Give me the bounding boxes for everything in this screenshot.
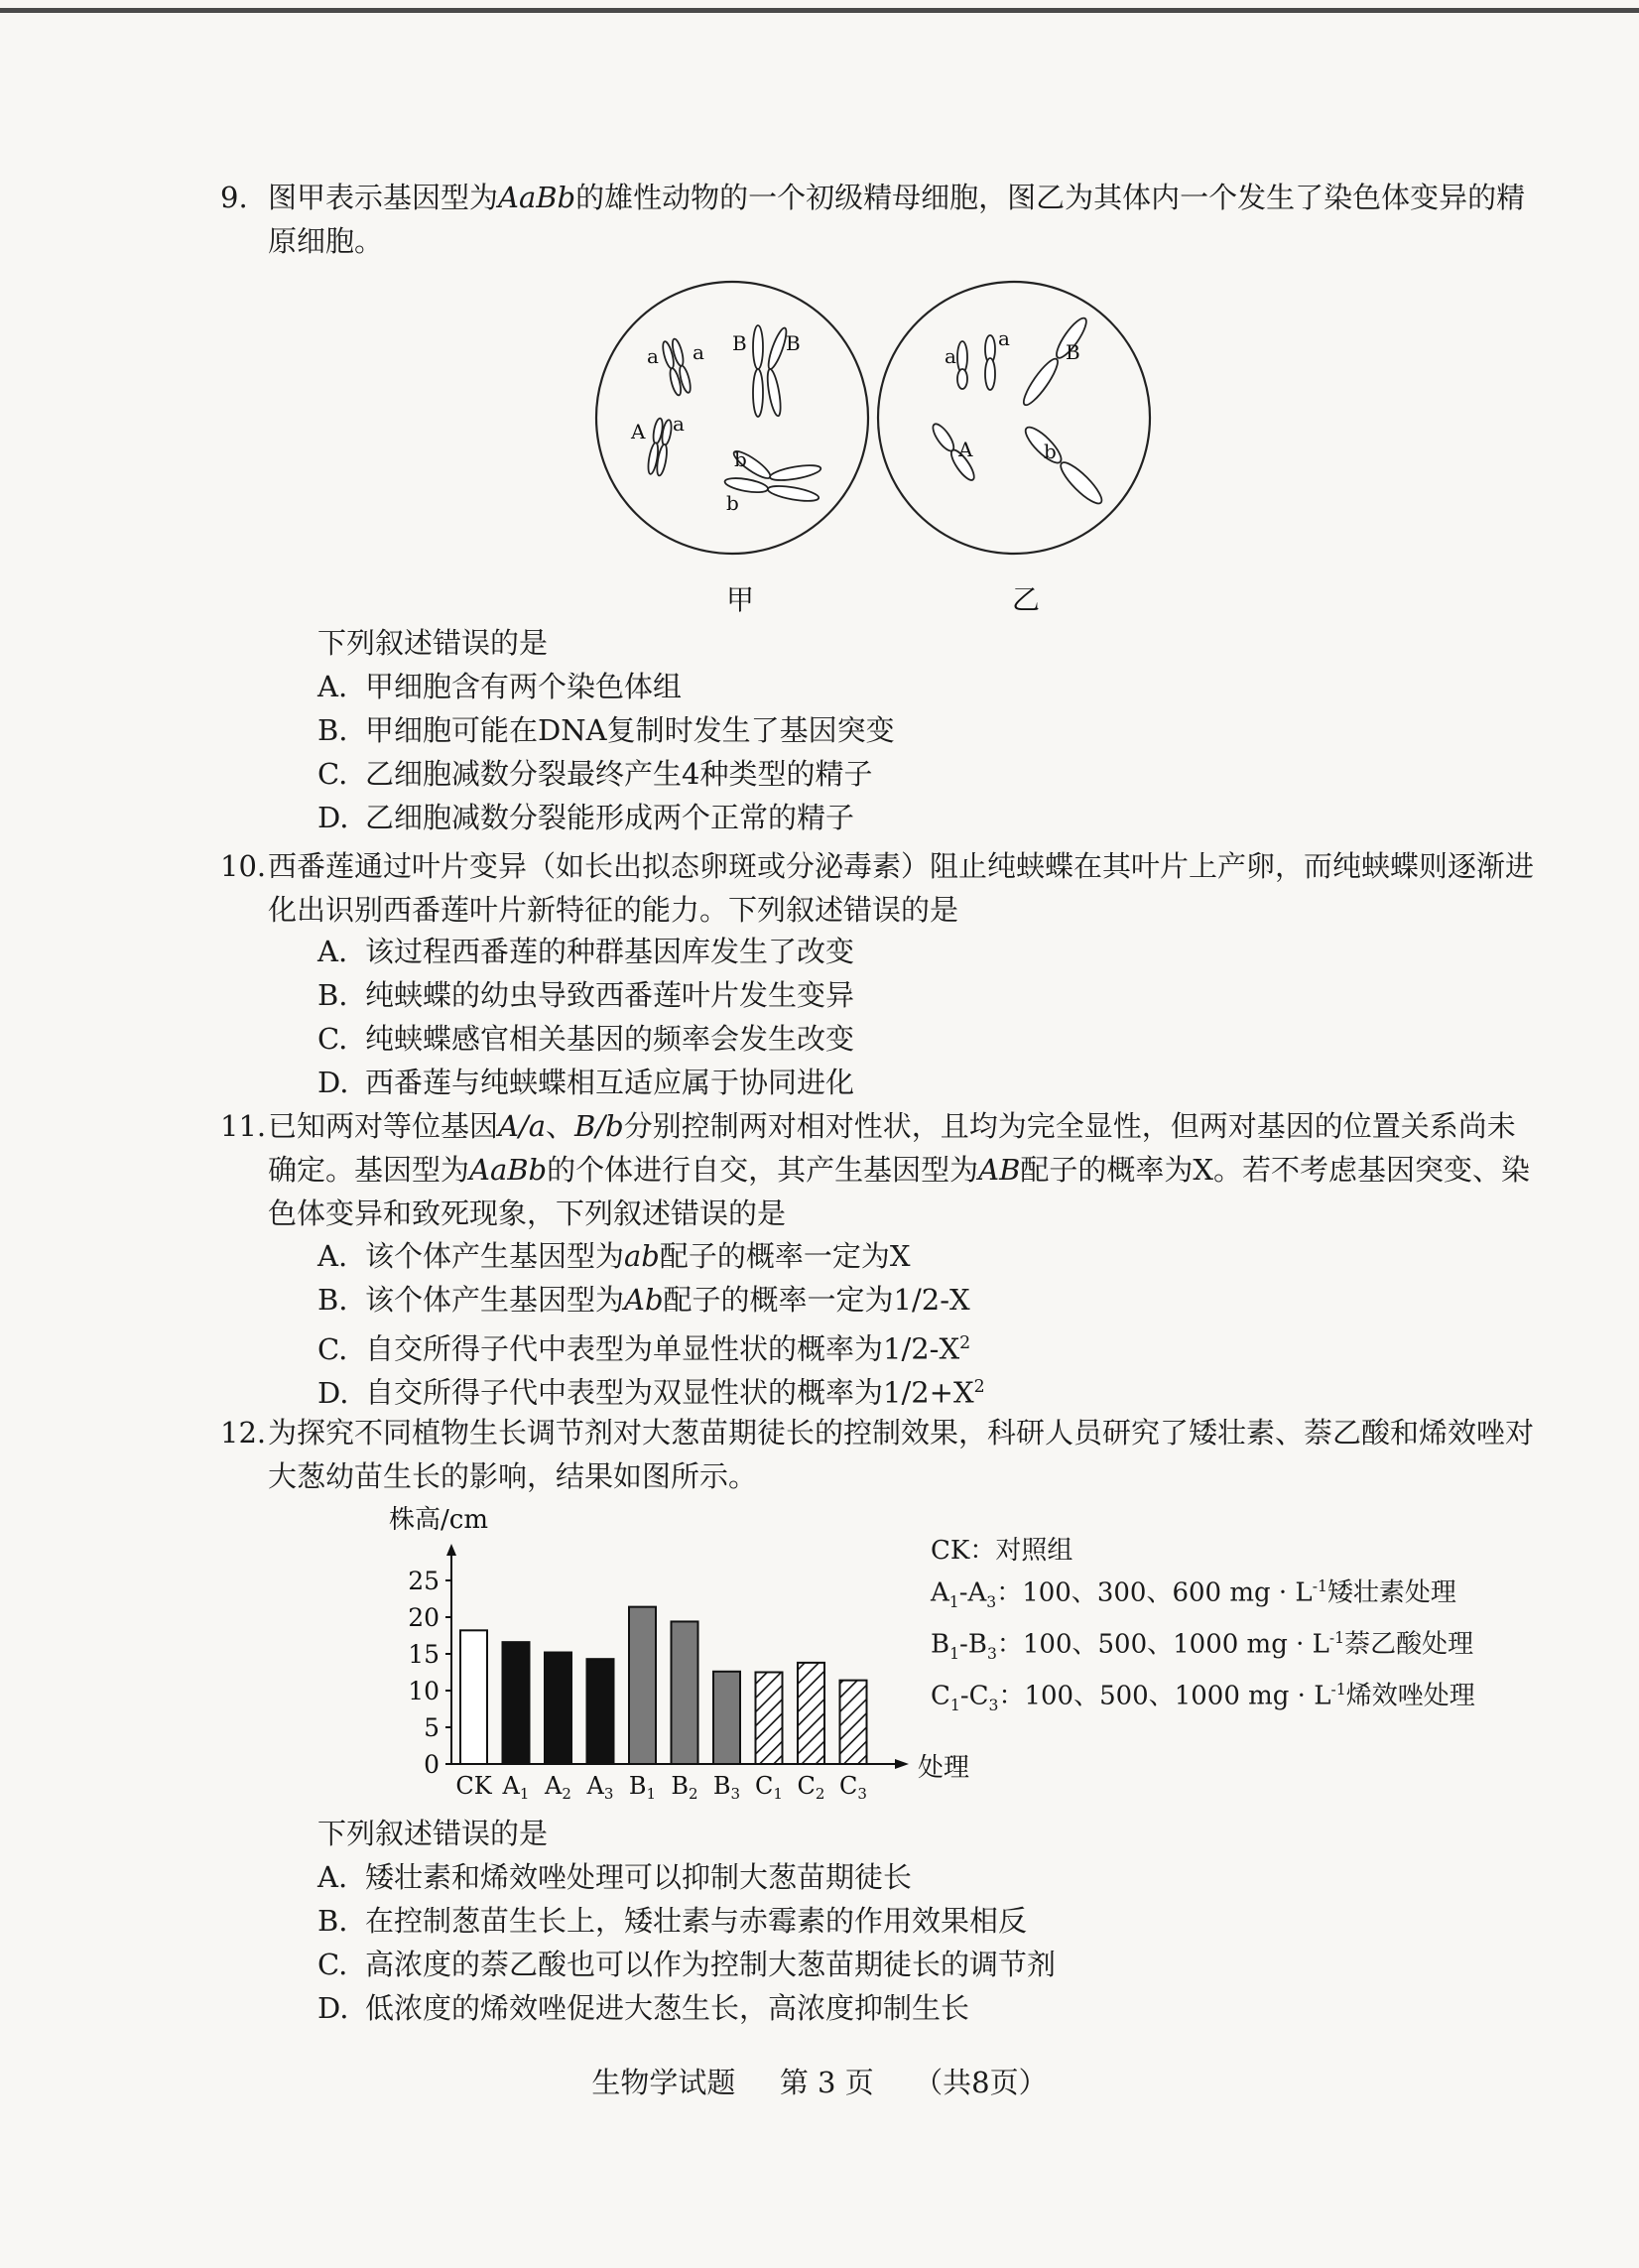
question-9 <box>220 176 1538 263</box>
legend-c <box>931 1672 1475 1723</box>
bar <box>756 1673 783 1765</box>
option-text: 乙细胞减数分裂能形成两个正常的精子 <box>365 801 855 834</box>
question-number: 9. <box>220 181 248 214</box>
option-d <box>317 1061 854 1104</box>
option-c <box>317 1943 1056 1986</box>
option-d <box>317 1986 969 2030</box>
gene-label-a-upper: A <box>631 420 646 443</box>
option-text: 在控制葱苗生长上，矮壮素与赤霉素的作用效果相反 <box>365 1904 1028 1938</box>
option-label: B. <box>317 713 348 747</box>
option-a <box>317 665 682 708</box>
question-stem: 下列叙述错误的是 <box>317 1817 549 1850</box>
legend-text: ：100、300、600 mg · L <box>996 1577 1313 1608</box>
gene-label-a-upper: A <box>958 438 973 461</box>
legend-text: B <box>931 1629 950 1660</box>
plant-height-bar-chart <box>377 1500 970 1818</box>
superscript: 2 <box>973 1377 985 1397</box>
bar <box>503 1642 530 1764</box>
x-tick-label: $C_2$ <box>797 1772 825 1803</box>
question-text-part: 分别控制两对相对性状，且均为完全显性，但两对基因的位置关系尚未确定。基因型为 <box>268 1109 1516 1187</box>
option-text: 纯蛱蝶的幼虫导致西番莲叶片发生变异 <box>365 978 855 1012</box>
option-label: A. <box>317 1860 348 1894</box>
y-tick-label: 10 <box>408 1677 440 1705</box>
bar <box>840 1681 867 1764</box>
genotype: ab <box>624 1239 660 1273</box>
x-tick-label: CK <box>455 1772 492 1800</box>
option-text: 自交所得子代中表型为双显性状的概率为1/2+X <box>365 1375 974 1410</box>
genotype: Ab <box>624 1283 664 1317</box>
page-footer <box>0 2061 1639 2101</box>
genotype: AaBb <box>498 181 576 214</box>
option-label: D. <box>317 1375 349 1410</box>
legend-b <box>931 1620 1475 1672</box>
x-axis-arrow-icon <box>895 1759 909 1769</box>
gene-symbol: B/b <box>574 1109 624 1143</box>
option-d <box>317 1365 985 1415</box>
y-tick-label: 5 <box>424 1713 440 1742</box>
question-number: 12. <box>220 1416 267 1449</box>
question-number: 11. <box>220 1109 267 1143</box>
question-text-part: 的雄性动物的一个初级精母细胞，图乙为其体内一个发生了染色体变异的精原细胞。 <box>268 181 1526 258</box>
option-label: C. <box>317 1948 348 1981</box>
question-text-part: 、 <box>546 1109 575 1143</box>
option-label: A. <box>317 935 348 968</box>
question-text <box>268 176 1538 263</box>
option-c <box>317 1017 854 1061</box>
question-text-part: 配子的概率为X。若不考虑基因突变、染色体变异和致死现象，下列叙述错误的是 <box>268 1153 1531 1230</box>
question-10 <box>220 844 1538 932</box>
bar <box>629 1607 656 1764</box>
gene-label-a: a <box>647 344 659 368</box>
question-12 <box>220 1411 1538 1498</box>
bar <box>798 1663 824 1764</box>
bar <box>713 1672 740 1764</box>
option-label: B. <box>317 1283 348 1317</box>
y-tick-label: 20 <box>408 1603 440 1632</box>
legend-text: 萘乙酸处理 <box>1344 1629 1474 1660</box>
option-text: 该个体产生基因型为 <box>365 1239 625 1273</box>
question-text-part: 图甲表示基因型为 <box>268 181 499 214</box>
legend-text: 烯效唑处理 <box>1345 1681 1475 1711</box>
x-tick-label: $C_1$ <box>755 1772 783 1803</box>
gene-symbol: A/a <box>498 1109 547 1143</box>
x-tick-label: $B_3$ <box>712 1772 741 1803</box>
option-text: 配子的概率一定为1/2-X <box>663 1283 970 1317</box>
option-d <box>317 796 854 839</box>
option-label: A. <box>317 670 348 703</box>
figure-caption-yi: 乙 <box>1012 583 1041 616</box>
option-label: B. <box>317 1904 348 1938</box>
genotype: AaBb <box>469 1153 548 1187</box>
legend-text: ：100、500、1000 mg · L <box>998 1681 1331 1711</box>
question-text <box>268 1104 1538 1235</box>
option-c <box>317 1322 970 1371</box>
x-tick-label: $B_1$ <box>628 1772 657 1803</box>
x-axis-label: 处理 <box>918 1753 970 1783</box>
option-text: 甲细胞含有两个染色体组 <box>365 670 683 703</box>
subscript: 1 <box>949 1696 960 1714</box>
option-label: D. <box>317 1991 349 2025</box>
genotype: AB <box>978 1153 1021 1187</box>
bars <box>460 1607 867 1764</box>
x-tick-label: $C_3$ <box>839 1772 867 1803</box>
y-axis-label: 株高/cm <box>389 1505 488 1535</box>
legend-ck: CK：对照组 <box>931 1536 1073 1566</box>
option-a <box>317 930 854 973</box>
subscript: 1 <box>948 1592 959 1611</box>
x-tick-label: $A_2$ <box>545 1772 571 1803</box>
y-tick-label: 0 <box>424 1750 440 1779</box>
y-tick-labels <box>408 1567 451 1779</box>
question-text-part: 已知两对等位基因 <box>268 1109 499 1143</box>
option-b <box>317 973 854 1017</box>
gene-label-b-upper: B <box>1066 340 1080 364</box>
option-b <box>317 708 895 752</box>
gene-label-a: a <box>673 412 685 436</box>
bar <box>672 1621 698 1764</box>
bar <box>545 1653 571 1764</box>
gene-label-a: a <box>998 326 1010 350</box>
question-11 <box>220 1104 1538 1235</box>
option-text: 甲细胞可能在DNA复制时发生了基因突变 <box>365 713 895 747</box>
option-text: 矮壮素和烯效唑处理可以抑制大葱苗期徒长 <box>365 1860 913 1894</box>
subscript: 3 <box>988 1696 999 1714</box>
option-c <box>317 752 872 796</box>
question-text: 西番莲通过叶片变异（如长出拟态卵斑或分泌毒素）阻止纯蛱蝶在其叶片上产卵，而纯蛱蝶则逐渐进化出识别西番莲叶片新特征的能力。下列叙述错误的是 <box>268 849 1535 927</box>
subscript: 1 <box>949 1644 960 1663</box>
cell-division-figure <box>585 280 1210 617</box>
superscript: -1 <box>1328 1628 1345 1647</box>
question-stem: 下列叙述错误的是 <box>317 626 549 660</box>
bar <box>587 1659 614 1764</box>
gene-label-b: b <box>726 491 739 515</box>
gene-label-b-upper: B <box>732 331 747 355</box>
legend-text: -C <box>959 1681 989 1711</box>
gene-label-b-upper: B <box>786 331 801 355</box>
legend-text: 矮壮素处理 <box>1326 1577 1456 1608</box>
option-label: A. <box>317 1239 348 1273</box>
y-tick-label: 15 <box>408 1640 440 1669</box>
gene-label-b: b <box>734 447 747 471</box>
figure-caption-jia: 甲 <box>726 583 755 616</box>
gene-label-b: b <box>1044 440 1057 463</box>
footer-subject: 生物学试题 <box>591 2066 736 2099</box>
option-text: 西番莲与纯蛱蝶相互适应属于协同进化 <box>365 1066 855 1099</box>
option-label: C. <box>317 1022 348 1056</box>
chart-legend <box>931 1533 1475 1723</box>
legend-text: -A <box>958 1577 987 1608</box>
option-label: C. <box>317 757 348 791</box>
gene-label-a: a <box>693 340 704 364</box>
option-label: D. <box>317 1066 349 1099</box>
option-label: C. <box>317 1331 348 1366</box>
y-tick-label: 25 <box>408 1567 440 1595</box>
footer-total-pages: （共8页） <box>914 2066 1048 2099</box>
superscript: -1 <box>1312 1577 1327 1595</box>
option-a <box>317 1855 912 1899</box>
question-text: 为探究不同植物生长调节剂对大葱苗期徒长的控制效果，科研人员研究了矮壮素、萘乙酸和烯效唑对大葱幼苗生长的影响，结果如图所示。 <box>268 1416 1535 1493</box>
option-text: 自交所得子代中表型为单显性状的概率为1/2-X <box>365 1331 960 1366</box>
option-text: 该过程西番莲的种群基因库发生了改变 <box>365 935 855 968</box>
footer-page-number: 第 3 页 <box>779 2066 874 2099</box>
x-tick-labels <box>455 1772 867 1803</box>
bar <box>460 1630 487 1764</box>
superscript: -1 <box>1330 1680 1346 1699</box>
option-text: 配子的概率一定为X <box>659 1239 911 1273</box>
option-text: 乙细胞减数分裂最终产生4种类型的精子 <box>365 757 873 791</box>
x-tick-label: $A_3$ <box>586 1772 614 1803</box>
y-axis-arrow-icon <box>446 1544 456 1556</box>
option-text: 纯蛱蝶感官相关基因的频率会发生改变 <box>365 1022 855 1056</box>
superscript: 2 <box>959 1333 971 1353</box>
subscript: 3 <box>986 1644 997 1663</box>
gene-label-a: a <box>945 344 956 368</box>
option-text: 高浓度的萘乙酸也可以作为控制大葱苗期徒长的调节剂 <box>365 1948 1057 1981</box>
question-number: 10. <box>220 849 267 883</box>
legend-text: C <box>931 1681 950 1711</box>
option-a <box>317 1234 911 1278</box>
option-label: B. <box>317 978 348 1012</box>
legend-text: ：100、500、1000 mg · L <box>996 1629 1329 1660</box>
legend-a <box>931 1569 1475 1620</box>
cell-yi-membrane <box>878 282 1150 554</box>
legend-text: A <box>931 1577 949 1608</box>
legend-text: -B <box>959 1629 987 1660</box>
option-text: 低浓度的烯效唑促进大葱生长，高浓度抑制生长 <box>365 1991 970 2025</box>
option-label: D. <box>317 801 349 834</box>
question-text-part: 的个体进行自交，其产生基因型为 <box>547 1153 979 1187</box>
option-b <box>317 1278 970 1322</box>
x-tick-label: $B_2$ <box>671 1772 698 1803</box>
option-b <box>317 1899 1027 1943</box>
subscript: 3 <box>986 1592 997 1611</box>
option-text: 该个体产生基因型为 <box>365 1283 625 1317</box>
x-tick-label: $A_1$ <box>502 1772 530 1803</box>
page-top-edge <box>0 8 1639 13</box>
